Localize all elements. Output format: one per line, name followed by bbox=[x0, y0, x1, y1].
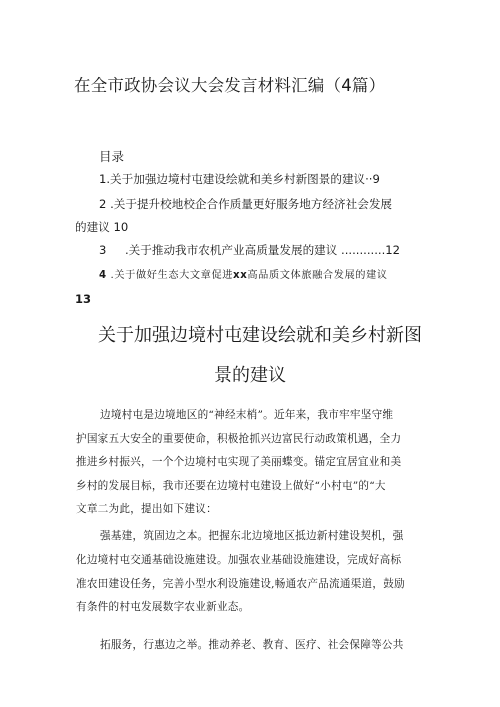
body-line: 边境村屯是边境地区的“神经末梢”。近年来，我市牢牢坚守维 bbox=[100, 409, 394, 421]
toc-item-4-text-b: 高品质文体旅融合发展的建议 bbox=[247, 270, 388, 281]
toc-item-4-place: xx bbox=[233, 270, 248, 281]
toc-item-4 bbox=[99, 266, 388, 281]
toc-item-4-text-a: .关于做好生态大文章促进 bbox=[110, 270, 234, 281]
toc-item-2-number: 2 bbox=[99, 197, 107, 211]
toc-item-3 bbox=[99, 242, 400, 258]
body-line: 文章二为此，提出如下建议： bbox=[76, 503, 217, 515]
toc-item-3-number: 3 bbox=[99, 243, 107, 257]
body-line: 乡村的发展目标，我市还要在边境村屯建设上做好“小村屯”的“大 bbox=[76, 480, 386, 492]
toc-item-3-text: .关于推动我市农机产业高质量发展的建议 ............12 bbox=[125, 243, 401, 257]
body-line: 护国家五大安全的重要使命，积极抢抓兴边富民行动政策机遇，全力 bbox=[76, 433, 402, 445]
body-line: 强基建，筑固边之本。把握东北边境地区抵边新村建设契机，强 bbox=[100, 530, 404, 542]
toc-item-4-page: 13 bbox=[75, 292, 92, 306]
article-title-line-2: 景的建议 bbox=[214, 365, 286, 386]
body-line: 拓服务，行惠边之举。推动养老、教育、医疗、社会保障等公共 bbox=[100, 639, 404, 651]
toc-item-2-continuation: 的建议 10 bbox=[75, 220, 129, 234]
body-line: 化边境村屯交通基础设施建设。加强农业基础设施建设，完成好高标 bbox=[76, 554, 402, 566]
toc-item-4-number: 4 bbox=[99, 270, 107, 281]
body-line: 有条件的村屯发展数字农业新业态。 bbox=[76, 601, 250, 613]
body-line: 准农田建设任务，完善小型水利设施建设,畅通农产品流通渠道，鼓励 bbox=[76, 578, 405, 590]
body-line: 推进乡村振兴，一个个边境村屯实现了美丽蝶变。锚定宜居宜业和美 bbox=[76, 456, 402, 468]
toc-item-2-text: .关于提升校地校企合作质量更好服务地方经济社会发展 bbox=[110, 197, 393, 211]
toc-heading: 目录 bbox=[99, 149, 125, 164]
document-title: 在全市政协会议大会发言材料汇编（4篇） bbox=[74, 76, 386, 95]
toc-item-2 bbox=[99, 196, 392, 212]
article-title-line-1: 关于加强边境村屯建设绘就和美乡村新图 bbox=[98, 325, 422, 346]
toc-item-1: 1.关于加强边境村屯建设绘就和美乡村新图景的建议··9 bbox=[99, 172, 380, 186]
